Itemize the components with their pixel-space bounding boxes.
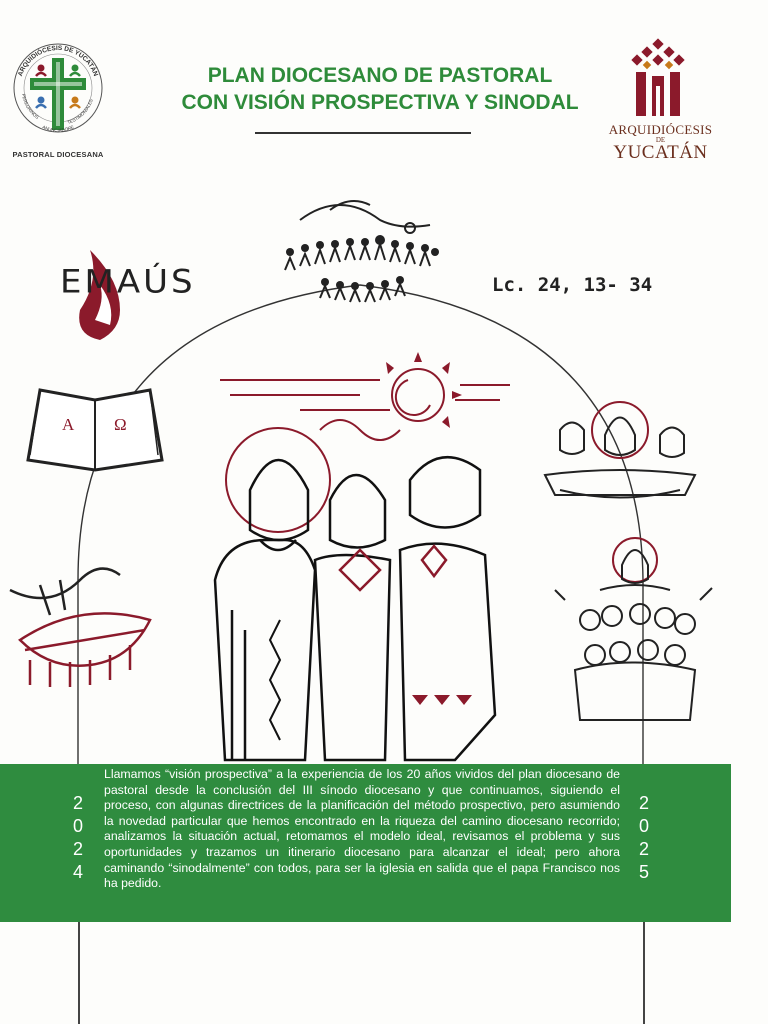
- title-line-1: PLAN DIOCESANO DE PASTORAL: [207, 64, 553, 87]
- title-line-2: CON VISIÓN PROSPECTIVA Y SINODAL: [181, 91, 579, 114]
- timeline-arch: [78, 285, 643, 770]
- crowd-icon: [285, 201, 439, 302]
- sun-icon: [220, 352, 510, 440]
- timeline-line-left: [78, 920, 80, 1024]
- year-digit: 4: [72, 862, 83, 882]
- alpha-symbol: A: [62, 415, 75, 434]
- title-underline: [255, 132, 471, 134]
- logo-ring-label-2: ANUNCIADORE: [41, 124, 75, 133]
- scripture-reference: Lc. 24, 13- 34: [492, 274, 653, 296]
- arquidiocesis-logo: [598, 36, 723, 166]
- logo-name-line1: ARQUIDIÓCESIS: [608, 122, 713, 137]
- year-digit: 2: [72, 793, 83, 813]
- holy-spirit-dove-icon: [10, 569, 150, 687]
- logo-ring-label-3: TESTIMONIALES: [66, 98, 94, 125]
- arquidiocesis-emblem-icon: [598, 36, 723, 122]
- year-digit: 5: [638, 862, 649, 882]
- logo-arc-text: ARQUIDIÓCESIS DE YUCATÁN: [17, 44, 99, 78]
- year-digit: 0: [638, 816, 649, 836]
- year-digit: 2: [72, 839, 83, 859]
- last-supper-icon: [545, 402, 695, 498]
- description-text: Llamamos “visión prospectiva” a la experiencia de los 20 años vividos del plan diocesano de pastoral desde la conclusión del III sínodo diocesano y que continuamos, siguiendo el proceso, con algunas directrices de la planificación del método prospectivo, pero asumiendo la novedad particular que hemos encontrado en la riqueza del camino diocesano recorrido; analizamos la situación actual, retomamos el modelo ideal, revisamos el problema y sus oportunidades y trazamos un itinerario diocesano para alcanzar el ideal; pero ahora caminando “sinodalmente” con todos, para ser la iglesia en salida que el papa Francisco nos ha pedido.: [104, 767, 620, 891]
- year-digit: 0: [72, 816, 83, 836]
- logo-name-line3: YUCATÁN: [613, 142, 708, 163]
- pastoral-diocesana-logo: [8, 38, 108, 159]
- logo-ring-label-1: PEREGRINOS: [20, 93, 40, 120]
- community-icon: [555, 538, 712, 720]
- year-digit: 2: [638, 793, 649, 813]
- year-2024: [68, 792, 88, 884]
- svg-text:TESTIMONIALES: [67, 98, 94, 125]
- logo-caption: PASTORAL DIOCESANA: [12, 150, 104, 159]
- emaus-label: EMAÚS: [60, 263, 196, 301]
- year-2025: [634, 792, 654, 884]
- timeline-line-right: [643, 920, 645, 1024]
- page-title: [120, 62, 640, 116]
- omega-symbol: Ω: [114, 415, 127, 434]
- year-digit: 2: [638, 839, 649, 859]
- logo-name-line2: DE: [655, 136, 666, 144]
- three-disciples-figure: [215, 428, 495, 760]
